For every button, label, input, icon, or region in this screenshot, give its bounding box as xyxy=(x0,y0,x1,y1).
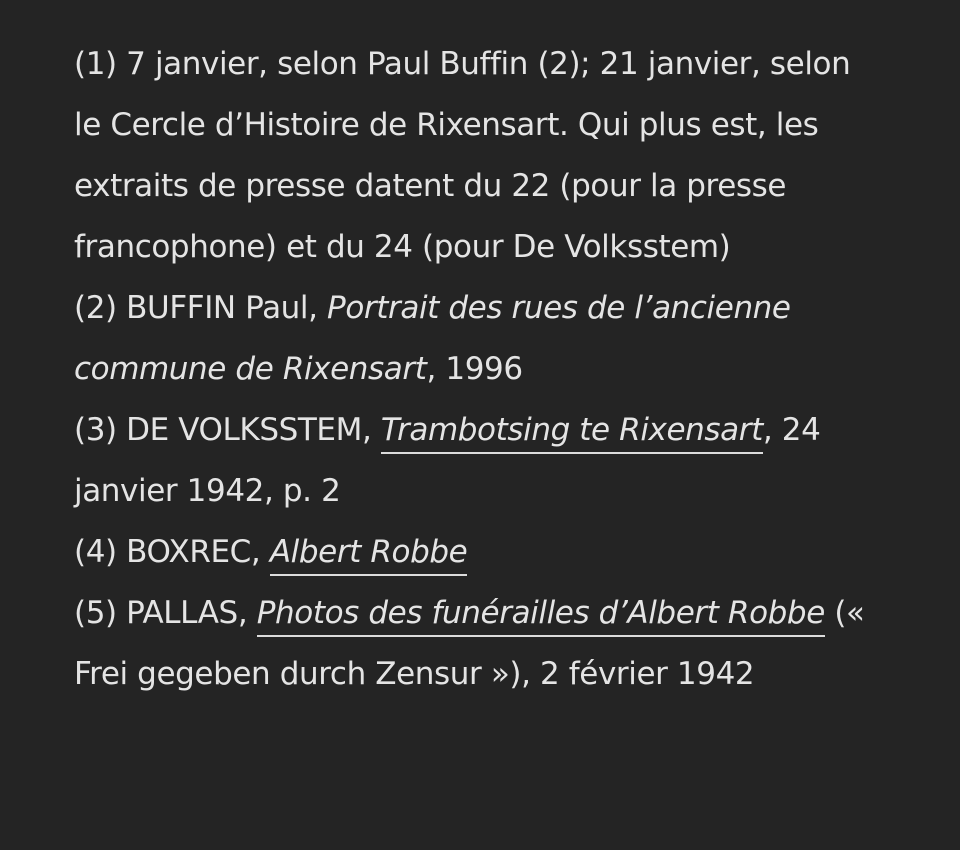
footnote-author: BOXREC, xyxy=(116,534,270,570)
footnote-text: 7 janvier, selon Paul Buffin (2); 21 janvier, selon le Cercle d’Histoire de Rixensart. Qui plus est, les extraits de presse datent du 22 (pour la presse francophone) et du 24 (pour De Volksstem) xyxy=(74,46,851,265)
footnote-5 xyxy=(74,583,874,705)
footnote-2 xyxy=(74,278,874,400)
footnote-author: PALLAS, xyxy=(116,595,257,631)
footnote-marker: (3) xyxy=(74,412,117,448)
footnote-4 xyxy=(74,522,874,583)
footnote-author: BUFFIN Paul, xyxy=(116,290,328,326)
footnote-link-albert-robbe[interactable]: Albert Robbe xyxy=(270,534,467,576)
footnote-marker: (2) xyxy=(74,290,117,326)
footnote-3 xyxy=(74,400,874,522)
footnote-1 xyxy=(74,34,874,278)
footnote-author: DE VOLKSSTEM, xyxy=(116,412,381,448)
footnote-title: Portrait des rues de l’ancienne commune de Rixensart xyxy=(74,290,791,387)
footnote-marker: (4) xyxy=(74,534,117,570)
footnote-details: , 24 janvier 1942, p. 2 xyxy=(74,412,821,509)
footnote-link-photos-funerailles[interactable]: Photos des funérailles d’Albert Robbe xyxy=(257,595,825,637)
footnote-link-trambotsing[interactable]: Trambotsing te Rixensart xyxy=(381,412,763,454)
footnote-marker: (1) xyxy=(74,46,117,82)
footnote-details: (« Frei gegeben durch Zensur »), 2 février 1942 xyxy=(74,595,865,692)
footnotes-list xyxy=(74,34,874,705)
footnote-details: , 1996 xyxy=(426,351,523,387)
footnote-marker: (5) xyxy=(74,595,117,631)
